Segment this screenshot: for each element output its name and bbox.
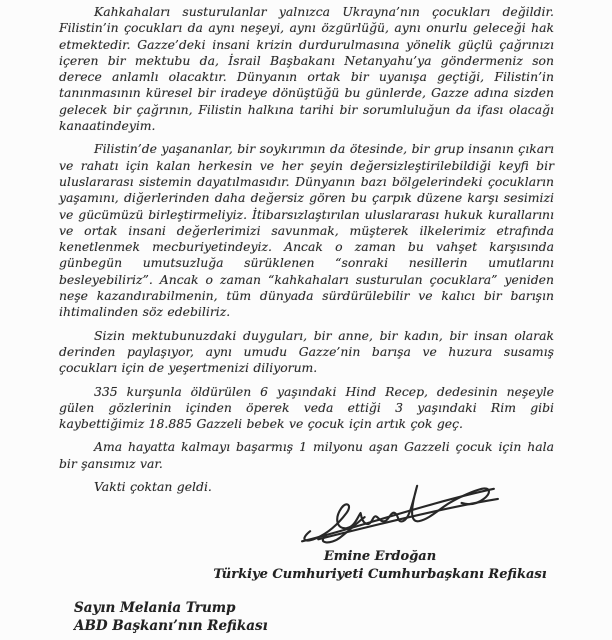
letter-paragraph-1: Kahkahaları susturulanlar yalnızca Ukrayna’nın çocukları değildir. Filistin’in çocukları da aynı neşeyi, aynı özgürlüğü, aynı onurlu geleceği hak etmektedir. Gazze’deki insani krizin durdurulmasına yönelik güçlü çağrınızı içeren bir mektubu da, İsrail Başbakanı Netanyahu’ya göndermeniz son derece anlamlı olacaktır. Dünyanın ortak bir uyanışa geçtiği, Filistin’in tanınmasının küresel bir iradeye dönüştüğü bu günlerde, Gazze adına sizden gelecek bir çağrının, Filistin halkına tarihi bir sorumluluğun da ifası olacağı kanaatindeyim. — [59, 4, 554, 134]
recipient-block — [74, 600, 268, 635]
signature-image — [296, 472, 508, 546]
letter-paragraph-2: Filistin’de yaşananlar, bir soykırımın da ötesinde, bir grup insanın çıkarı ve rahatı için kalan herkesin ve her şeyin değersizleştirilebildiği keyfi bir uluslararası sistemin dayatılmasıdır. Dünyanın bazı bölgelerindeki çocukların yaşamını, diğerlerinden daha değersiz gören bu çarpık düzene karşı sesimizi ve gücümüzü birleştirmeliyiz. İtibarsızlaştırılan uluslararası hukuk kurallarını ve ortak insani değerlerimizi savunmak, müşterek ilkelerimiz etrafında kenetlenmek mecburiyetindeyiz. Ancak o zaman bu vahşet karşısında günbegün umutsuzluğa sürüklenen “sonraki nesillerin umutlarını besleyebiliriz”. Ancak o zaman “kahkahaları susturulan çocuklara” yeniden neşe kazandırabilmenin, tüm dünyada sürdürülebilir ve kalıcı bir barışın ihtimalinden söz edebiliriz. — [59, 141, 554, 320]
letter-paragraph-6: Vakti çoktan geldi. — [94, 479, 212, 495]
signer-title: Türkiye Cumhuriyeti Cumhurbaşkanı Refikası — [213, 566, 547, 582]
recipient-title: ABD Başkanı’nın Refikası — [74, 617, 268, 634]
letter-paragraph-3: Sizin mektubunuzdaki duyguları, bir anne, bir kadın, bir insan olarak derinden paylaşıyor, aynı umudu Gazze’nin barışa ve huzura susamış çocukları için de yeşertmenizi diliyorum. — [59, 327, 554, 376]
signature-stroke-cross1 — [302, 489, 494, 541]
letter-paragraph-5: Ama hayatta kalmayı başarmış 1 milyonu aşan Gazzeli çocuk için hala bir şansımız var. — [59, 439, 554, 471]
signature-stroke-main — [304, 486, 489, 541]
letter-paragraph-4: 335 kurşunla öldürülen 6 yaşındaki Hind Recep, dedesinin neşeyle gülen gözlerinin içinden öperek veda ettiği 3 yaşındaki Rim gibi kaybettiğimiz 18.885 Gazzeli bebek ve çocuk için artık çok geç. — [59, 383, 554, 432]
letter-body — [59, 4, 554, 502]
recipient-name: Sayın Melania Trump — [74, 600, 236, 616]
signer-name: Emine Erdoğan — [323, 549, 437, 564]
signer-block — [205, 548, 555, 583]
